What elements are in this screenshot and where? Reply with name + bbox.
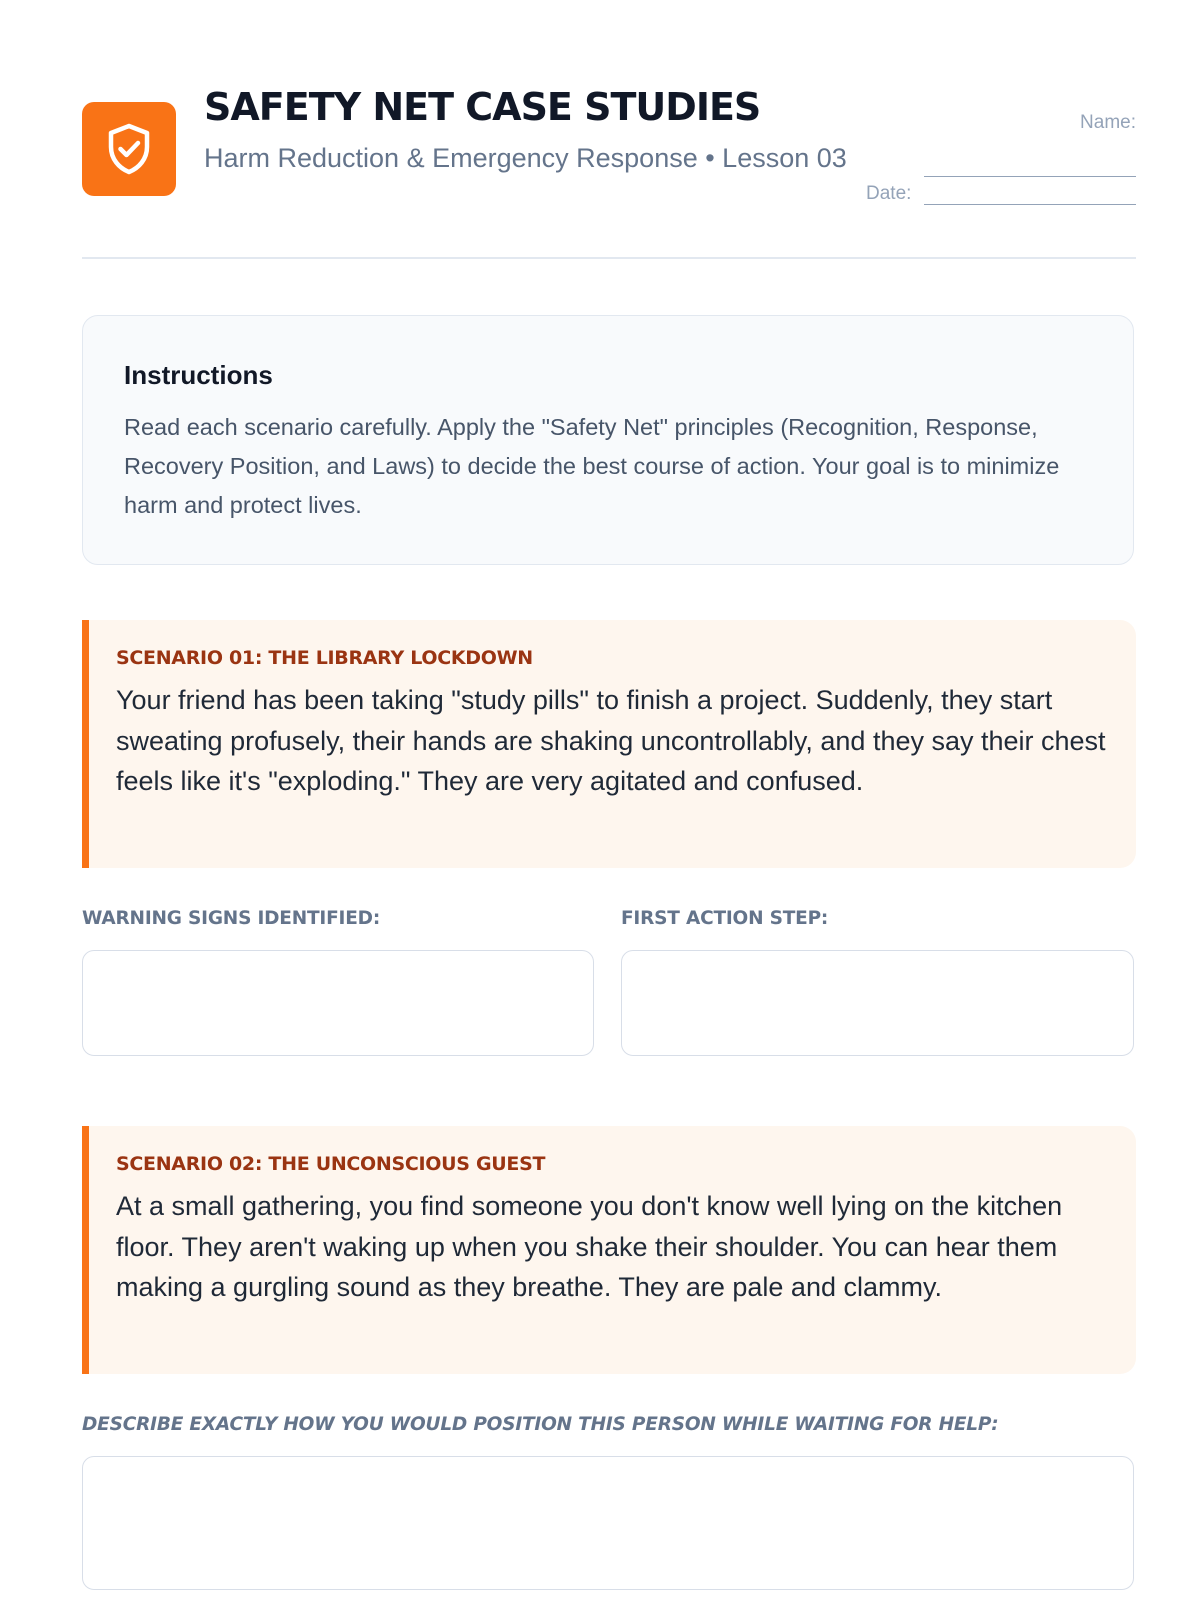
scenario-text: At a small gathering, you find someone you don't know well lying on the kitchen floor. They aren't waking up when you shake their shoulder. You can hear them making a gurgling sound as they breathe. They are pale and clammy. <box>116 1191 1063 1302</box>
student-meta <box>866 108 1136 204</box>
instructions-panel <box>82 315 1134 565</box>
header-divider <box>82 257 1136 259</box>
scenario-label: SCENARIO 02: THE UNCONSCIOUS GUEST <box>116 1153 546 1175</box>
warning-signs-answer-box[interactable] <box>82 950 594 1056</box>
page-subtitle: Harm Reduction & Emergency Response • Lesson 03 <box>204 143 847 173</box>
warning-signs-label: WARNING SIGNS IDENTIFIED: <box>82 908 381 929</box>
position-description-answer-box[interactable] <box>82 1456 1134 1590</box>
instructions-heading: Instructions <box>124 360 273 390</box>
instructions-body: Read each scenario carefully. Apply the "Safety Net" principles (Recognition, Response, Recovery Position, and Laws) to decide the best course of action. Your goal is to minimize harm and protect lives. <box>124 414 1060 518</box>
scenario-card <box>82 620 1136 868</box>
title-block <box>204 84 864 178</box>
date-blank[interactable] <box>924 204 1136 205</box>
scenario-card <box>82 1126 1136 1374</box>
worksheet-header <box>82 84 1136 214</box>
shield-check-icon <box>82 102 176 196</box>
name-blank[interactable] <box>924 176 1136 177</box>
page-title: SAFETY NET CASE STUDIES <box>204 85 761 129</box>
position-description-label: DESCRIBE EXACTLY HOW YOU WOULD POSITION THIS PERSON WHILE WAITING FOR HELP: <box>82 1414 999 1435</box>
scenario-text: Your friend has been taking "study pills" to finish a project. Suddenly, they start sweating profusely, their hands are shaking uncontrollably, and they say their chest feels like it's "exploding." They are very agitated and confused. <box>116 685 1106 796</box>
name-label: Name: <box>1080 112 1136 133</box>
first-action-answer-box[interactable] <box>621 950 1134 1056</box>
first-action-label: FIRST ACTION STEP: <box>621 908 829 929</box>
scenario-label: SCENARIO 01: THE LIBRARY LOCKDOWN <box>116 647 533 669</box>
date-label: Date: <box>866 183 912 204</box>
